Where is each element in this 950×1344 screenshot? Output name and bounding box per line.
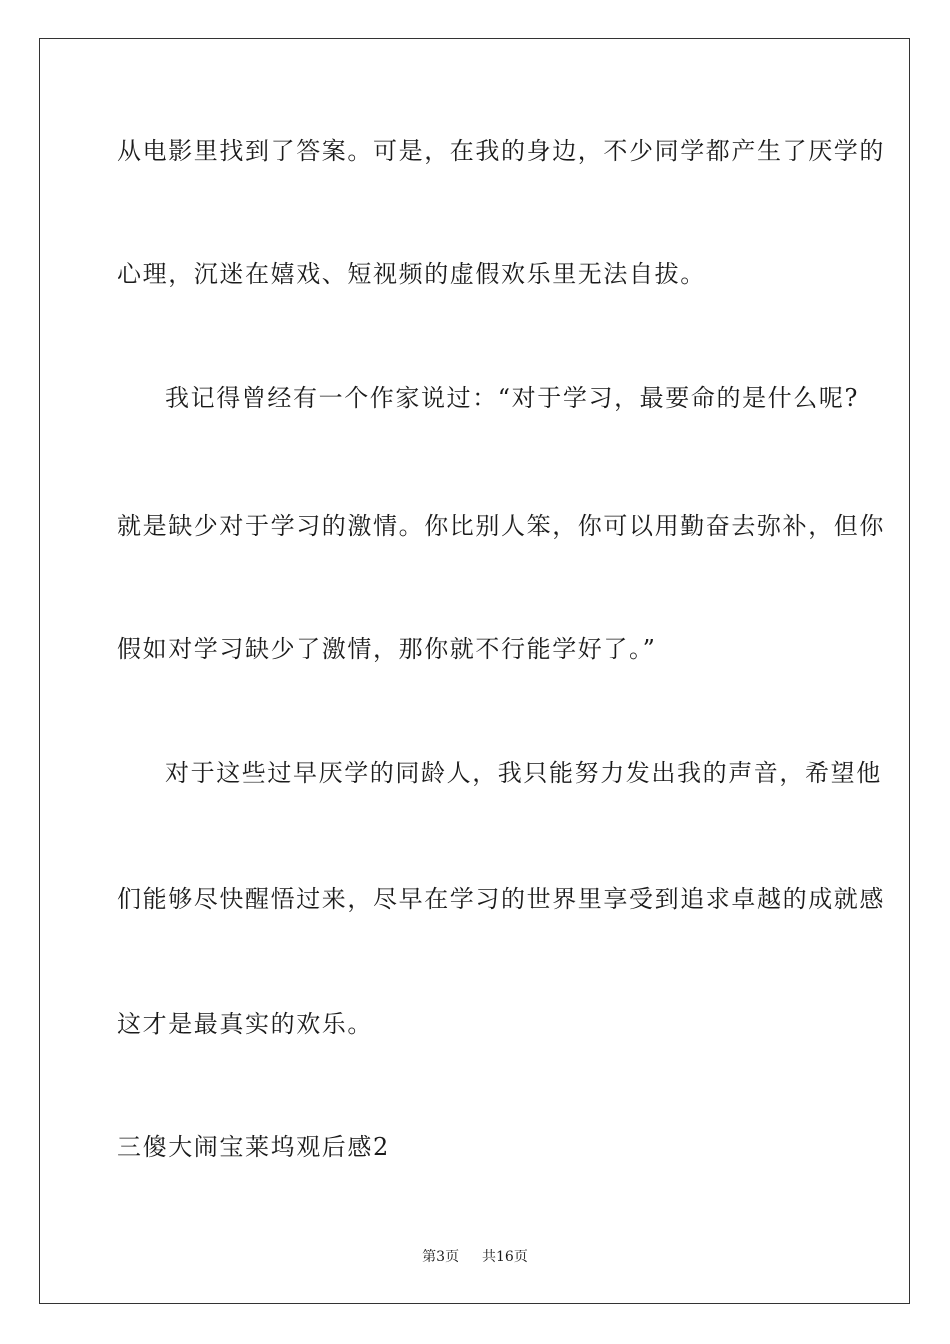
- page-total: 共16页: [482, 1249, 528, 1265]
- paragraph-line: 就是缺少对于学习的激情。你比别人笨，你可以用勤奋去弥补，但你: [117, 512, 885, 540]
- paragraph-line: 假如对学习缺少了激情，那你就不行能学好了。”: [117, 635, 657, 663]
- page-border: [39, 38, 910, 1304]
- paragraph-line: 从电影里找到了答案。可是，在我的身边，不少同学都产生了厌学的: [117, 137, 885, 165]
- paragraph-line: 心理，沉迷在嬉戏、短视频的虚假欢乐里无法自拔。: [117, 260, 706, 288]
- paragraph-line: 们能够尽快醒悟过来，尽早在学习的世界里享受到追求卓越的成就感: [117, 885, 885, 913]
- page-number: 第3页: [422, 1249, 460, 1265]
- paragraph-line: 对于这些过早厌学的同龄人，我只能努力发出我的声音，希望他: [165, 759, 882, 787]
- page-footer: [0, 1247, 950, 1267]
- paragraph-line: 这才是最真实的欢乐。: [117, 1010, 373, 1038]
- paragraph-line: 我记得曾经有一个作家说过：“对于学习，最要命的是什么呢?: [165, 384, 859, 412]
- section-heading: 三傻大闹宝莱坞观后感2: [117, 1133, 390, 1161]
